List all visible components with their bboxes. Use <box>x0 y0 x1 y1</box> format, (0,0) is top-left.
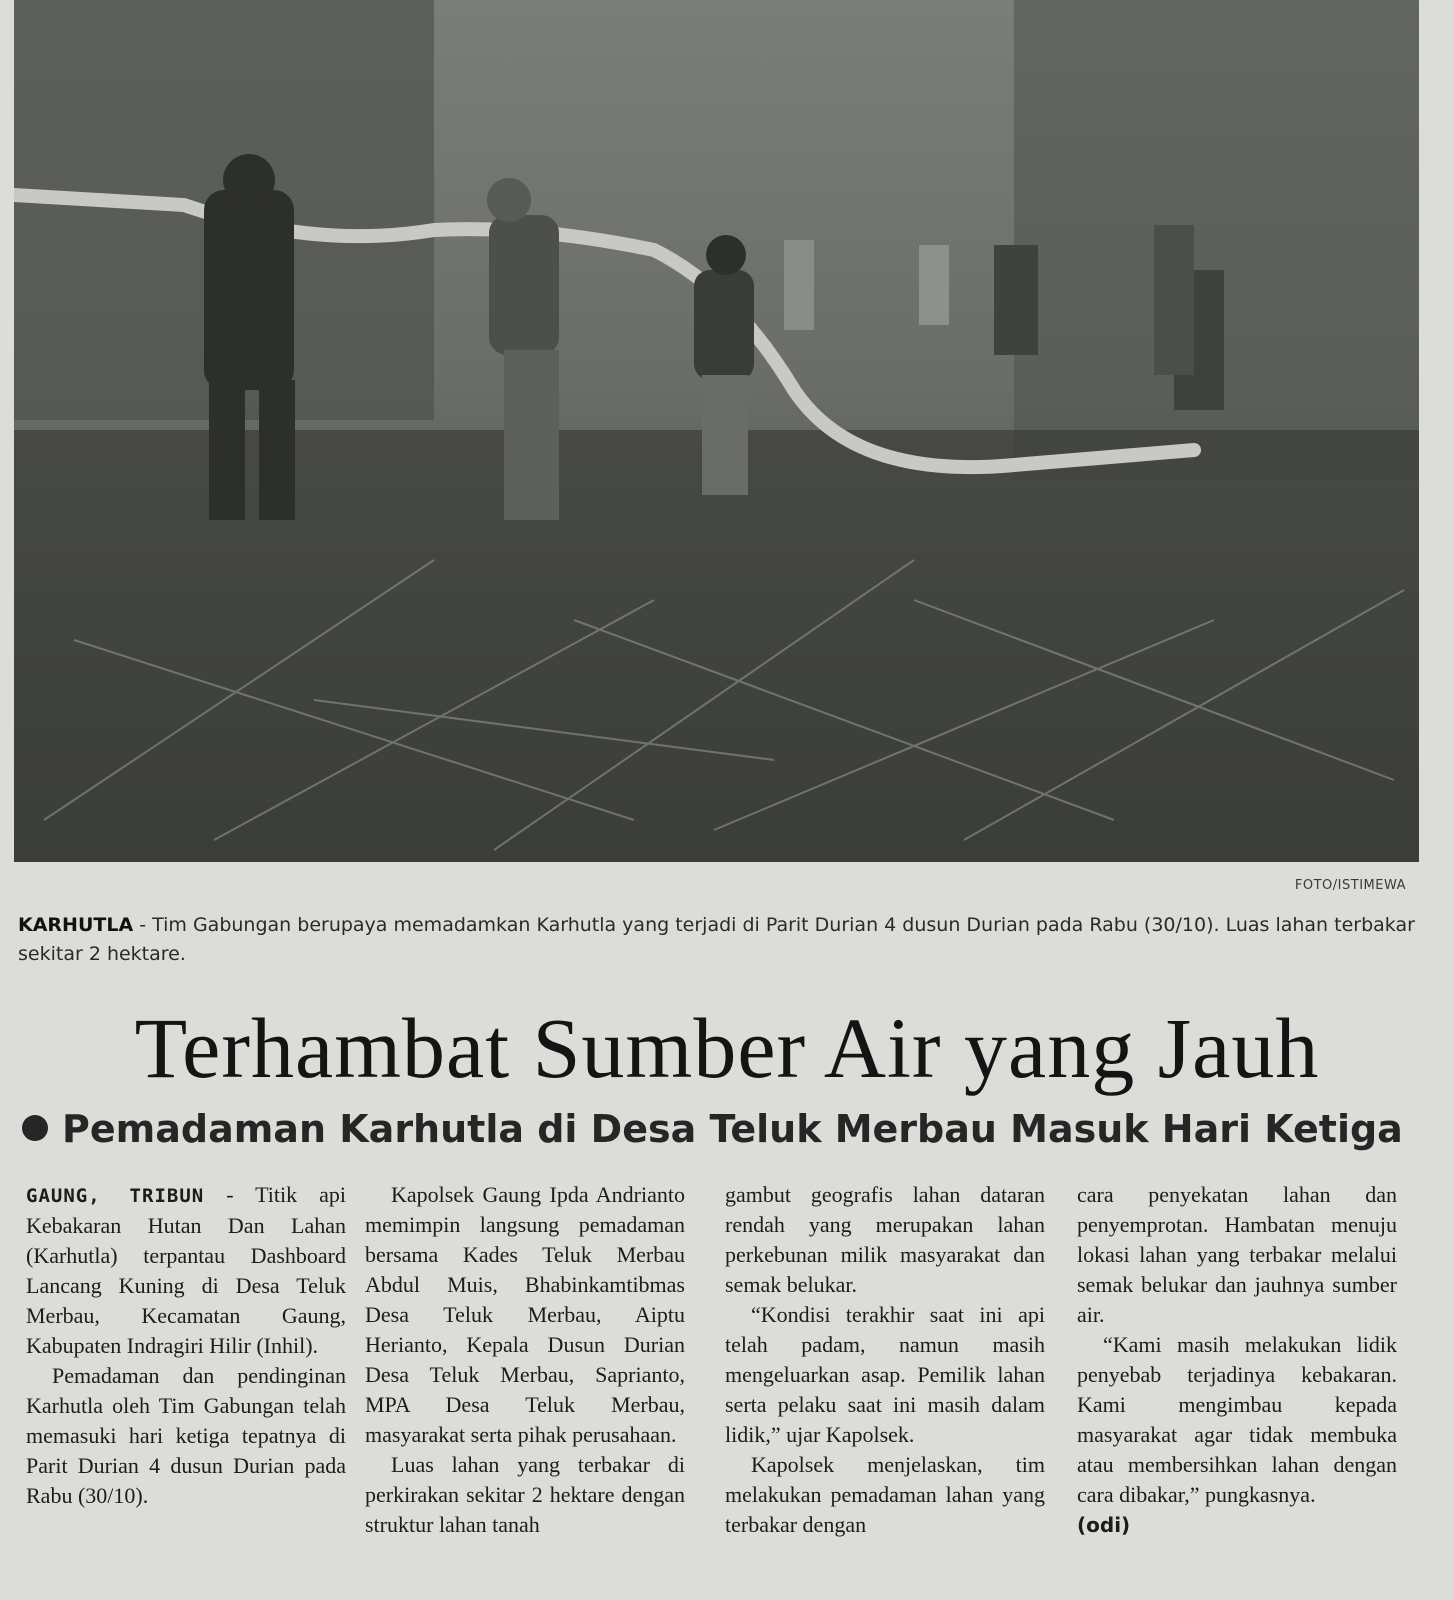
subheadline-text: Pemadaman Karhutla di Desa Teluk Merbau Masuk Hari Ketiga <box>62 1107 1403 1151</box>
paragraph: gambut geografis lahan dataran rendah yang merupakan lahan perkebunan milik masyarakat dan semak belukar. <box>725 1182 1045 1297</box>
paragraph: “Kondisi terakhir saat ini api telah padam, namun masih mengeluarkan asap. Pemilik lahan serta pelaku saat ini masih dalam lidik,” ujar Kapolsek. <box>725 1302 1045 1447</box>
paragraph <box>26 1180 346 1361</box>
bullet-icon <box>22 1115 48 1141</box>
signature-line <box>1077 1510 1397 1540</box>
caption-separator: - <box>133 914 153 936</box>
paragraph-text: Titik api Kebakaran Hutan Dan Lahan (Karhutla) terpantau Dashboard Lancang Kuning di Desa Teluk Merbau, Kecamatan Gaung, Kabupaten Indragiri Hilir (Inhil). <box>26 1182 346 1358</box>
caption-text: Tim Gabungan berupaya memadamkan Karhutla yang terjadi di Parit Durian 4 dusun Durian pada Rabu (30/10). Luas lahan terbakar sekitar 2 hektare. <box>18 914 1415 965</box>
photo-firefighters-icon <box>14 0 1419 862</box>
paragraph: cara penyekatan lahan dan penyemprotan. Hambatan menuju lokasi lahan yang terbakar melalui semak belukar dan jauhnya sumber air. <box>1077 1182 1397 1327</box>
caption-keyword: KARHUTLA <box>18 914 134 936</box>
paragraph: Kapolsek Gaung Ipda Andrianto memimpin langsung pemadaman bersama Kades Teluk Merbau Abdul Muis, Bhabinkamtibmas Desa Teluk Merbau, Aiptu Herianto, Kepala Dusun Durian Desa Teluk Merbau, Saprianto, MPA Desa Teluk Merbau, masyarakat serta pihak perusahaan. <box>365 1182 685 1447</box>
article-column-4 <box>1077 1180 1397 1540</box>
article-body <box>20 1180 1420 1590</box>
photo-credit: FOTO/ISTIMEWA <box>1294 878 1406 893</box>
news-photo <box>14 0 1419 862</box>
paragraph: “Kami masih melakukan lidik penyebab terjadinya kebakaran. Kami mengimbau kepada masyarakat agar tidak membuka atau membersihkan lahan dengan cara dibakar,” pungkasnya. <box>1077 1332 1397 1507</box>
article-column-2 <box>365 1180 685 1540</box>
paragraph: Pemadaman dan pendinginan Karhutla oleh Tim Gabungan telah memasuki hari ketiga tepatnya di Parit Durian 4 dusun Durian pada Rabu (30/10). <box>26 1363 346 1508</box>
paragraph: Kapolsek menjelaskan, tim melakukan pemadaman lahan yang terbakar dengan <box>725 1452 1045 1537</box>
headline: Terhambat Sumber Air yang Jauh <box>134 1000 1320 1096</box>
author-signature: (odi) <box>1077 1513 1131 1537</box>
dateline-separator: - <box>204 1182 256 1207</box>
article-column-3 <box>725 1180 1045 1540</box>
subheadline <box>22 1105 1442 1153</box>
dateline: GAUNG, TRIBUN <box>26 1185 205 1207</box>
paragraph: Luas lahan yang terbakar di perkirakan sekitar 2 hektare dengan struktur lahan tanah <box>365 1452 685 1537</box>
article-column-1 <box>26 1180 346 1511</box>
photo-caption <box>18 911 1418 969</box>
